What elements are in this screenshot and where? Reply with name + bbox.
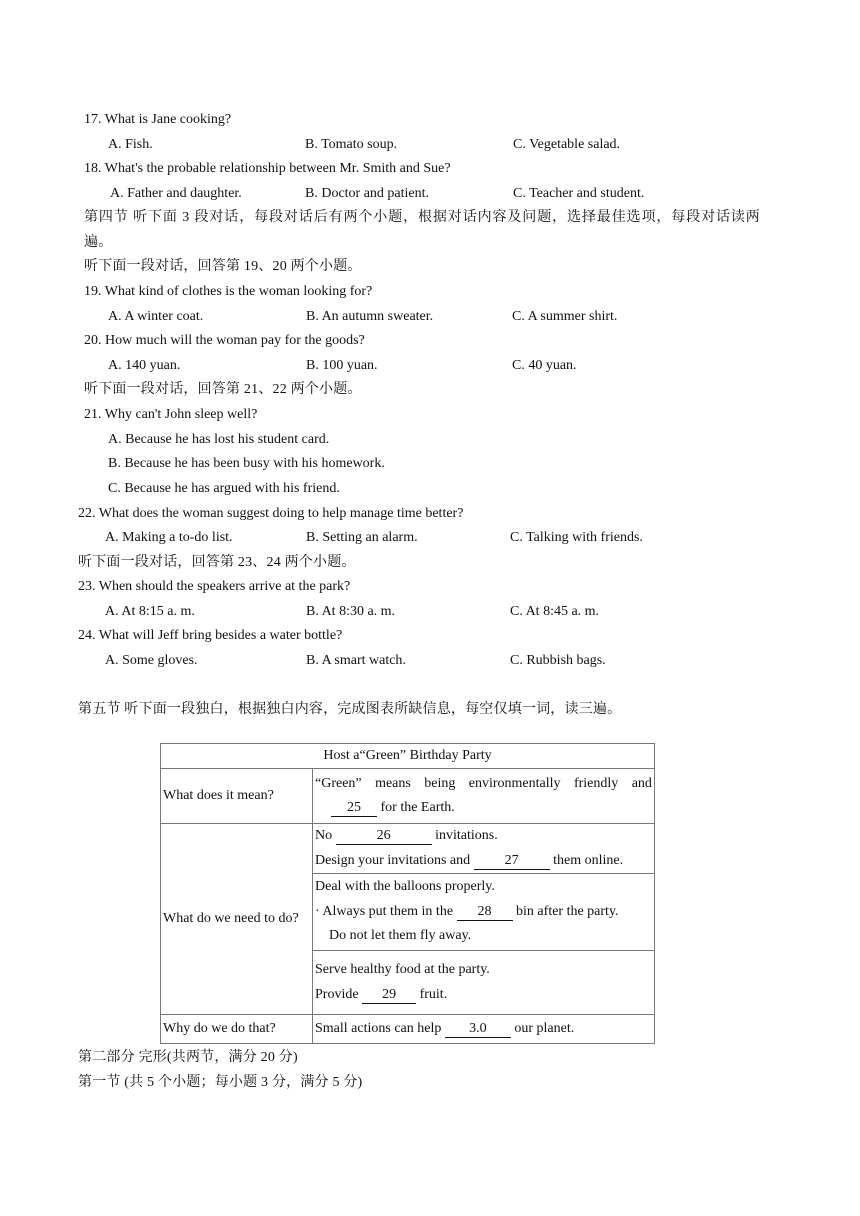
blank-27: 27 — [474, 853, 550, 870]
word: means — [375, 775, 411, 791]
q17-option-a: A. Fish. — [108, 137, 153, 152]
q20-option-a: A. 140 yuan. — [108, 358, 181, 373]
meaning-line1 — [315, 772, 652, 797]
q21-option-b: B. Because he has been busy with his homework. — [108, 456, 385, 471]
row-question-todo: What do we need to do? — [161, 824, 313, 1015]
q24-option-c: C. Rubbish bags. — [510, 653, 606, 668]
invitations-line2-after: them online. — [553, 852, 624, 868]
question-22: 22. What does the woman suggest doing to help manage time better? — [78, 506, 464, 521]
q19-option-b: B. An autumn sweater. — [306, 309, 434, 324]
todo-balloons — [313, 874, 655, 951]
invitations-line2 — [315, 849, 652, 874]
q17-option-b: B. Tomato soup. — [305, 137, 398, 152]
green-party-table — [160, 743, 655, 1044]
blank-29: 29 — [362, 987, 416, 1004]
todo-invitations — [313, 824, 655, 874]
meaning-line2-text: for the Earth. — [380, 800, 455, 815]
word: and — [631, 775, 652, 791]
question-18: 18. What's the probable relationship between Mr. Smith and Sue? — [84, 161, 451, 176]
q22-option-a: A. Making a to-do list. — [105, 530, 233, 545]
dialog2-intro: 听下面一段对话，回答第 21、22 两个小题。 — [84, 382, 362, 397]
blank-25: 25 — [331, 800, 377, 817]
q22-option-b: B. Setting an alarm. — [306, 530, 418, 545]
blank-28: 28 — [457, 904, 513, 921]
question-21: 21. Why can't John sleep well? — [84, 407, 258, 422]
row-question-meaning: What does it mean? — [161, 769, 313, 824]
q19-option-a: A. A winter coat. — [108, 309, 204, 324]
q24-option-b: B. A smart watch. — [306, 653, 406, 668]
q18-option-a: A. Father and daughter. — [110, 186, 242, 201]
why-line-before: Small actions can help — [315, 1020, 442, 1036]
todo-food — [313, 951, 655, 1015]
question-17: 17. What is Jane cooking? — [84, 112, 232, 127]
word: friendly — [573, 775, 619, 791]
invitations-line2-before: Design your invitations and — [315, 852, 471, 868]
word: environmentally — [468, 775, 561, 791]
q23-option-c: C. At 8:45 a. m. — [510, 604, 600, 619]
balloons-line1: Deal with the balloons properly. — [315, 879, 495, 895]
row-question-why: Why do we do that? — [161, 1015, 313, 1044]
balloons-line3: Do not let them fly away. — [329, 928, 472, 944]
dialog3-intro: 听下面一段对话，回答第 23、24 两个小题。 — [78, 555, 356, 570]
section4-instruction: 第四节 听下面 3 段对话，每段对话后有两个小题，根据对话内容及问题，选择最佳选项，每段对话读两 — [84, 210, 761, 225]
part2-heading: 第二部分 完形(共两节，满分 20 分) — [78, 1050, 298, 1065]
meaning-line2 — [315, 796, 652, 821]
q23-option-a: A. At 8:15 a. m. — [105, 604, 195, 619]
q17-option-c: C. Vegetable salad. — [513, 137, 621, 152]
balloons-line2-before: · Always put them in the — [315, 903, 454, 919]
question-24: 24. What will Jeff bring besides a water bottle? — [78, 628, 343, 643]
q21-option-c: C. Because he has argued with his friend. — [108, 481, 340, 496]
dialog1-intro: 听下面一段对话，回答第 19、20 两个小题。 — [84, 259, 362, 274]
word: “Green” — [315, 775, 362, 791]
invitations-line1-after: invitations. — [435, 828, 498, 843]
row-answer-meaning — [313, 769, 655, 824]
q18-option-c: C. Teacher and student. — [513, 186, 645, 201]
row-answer-why — [313, 1015, 655, 1044]
food-line2 — [315, 983, 652, 1008]
food-line1: Serve healthy food at the party. — [315, 962, 490, 977]
part2-section1-heading: 第一节 (共 5 个小题；每小题 3 分，满分 5 分) — [78, 1075, 363, 1090]
blank-26: 26 — [336, 828, 432, 845]
q19-option-c: C. A summer shirt. — [512, 309, 618, 324]
why-line-after: our planet. — [514, 1020, 575, 1036]
food-line2-before: Provide — [315, 986, 359, 1002]
invitations-line1-before: No — [315, 828, 333, 843]
q21-option-a: A. Because he has lost his student card. — [108, 432, 330, 447]
question-20: 20. How much will the woman pay for the goods? — [84, 333, 365, 348]
q22-option-c: C. Talking with friends. — [510, 530, 643, 545]
word: being — [424, 775, 456, 791]
question-19: 19. What kind of clothes is the woman looking for? — [84, 284, 373, 299]
question-23: 23. When should the speakers arrive at the park? — [78, 579, 351, 594]
food-line2-after: fruit. — [419, 986, 448, 1002]
blank-30: 3.0 — [445, 1021, 511, 1038]
section5-instruction: 第五节 听下面一段独白，根据独白内容，完成图表所缺信息，每空仅填一词，读三遍。 — [78, 702, 622, 717]
q18-option-b: B. Doctor and patient. — [305, 186, 430, 201]
invitations-line1 — [315, 824, 652, 849]
section4-instruction-cont: 遍。 — [84, 235, 113, 250]
why-line — [315, 1017, 652, 1042]
q20-option-b: B. 100 yuan. — [306, 358, 378, 373]
q24-option-a: A. Some gloves. — [105, 653, 198, 668]
q20-option-c: C. 40 yuan. — [512, 358, 577, 373]
balloons-line2 — [315, 900, 652, 925]
balloons-line2-after: bin after the party. — [516, 903, 619, 919]
q23-option-b: B. At 8:30 a. m. — [306, 604, 396, 619]
table-title: Host a“Green” Birthday Party — [161, 744, 655, 769]
